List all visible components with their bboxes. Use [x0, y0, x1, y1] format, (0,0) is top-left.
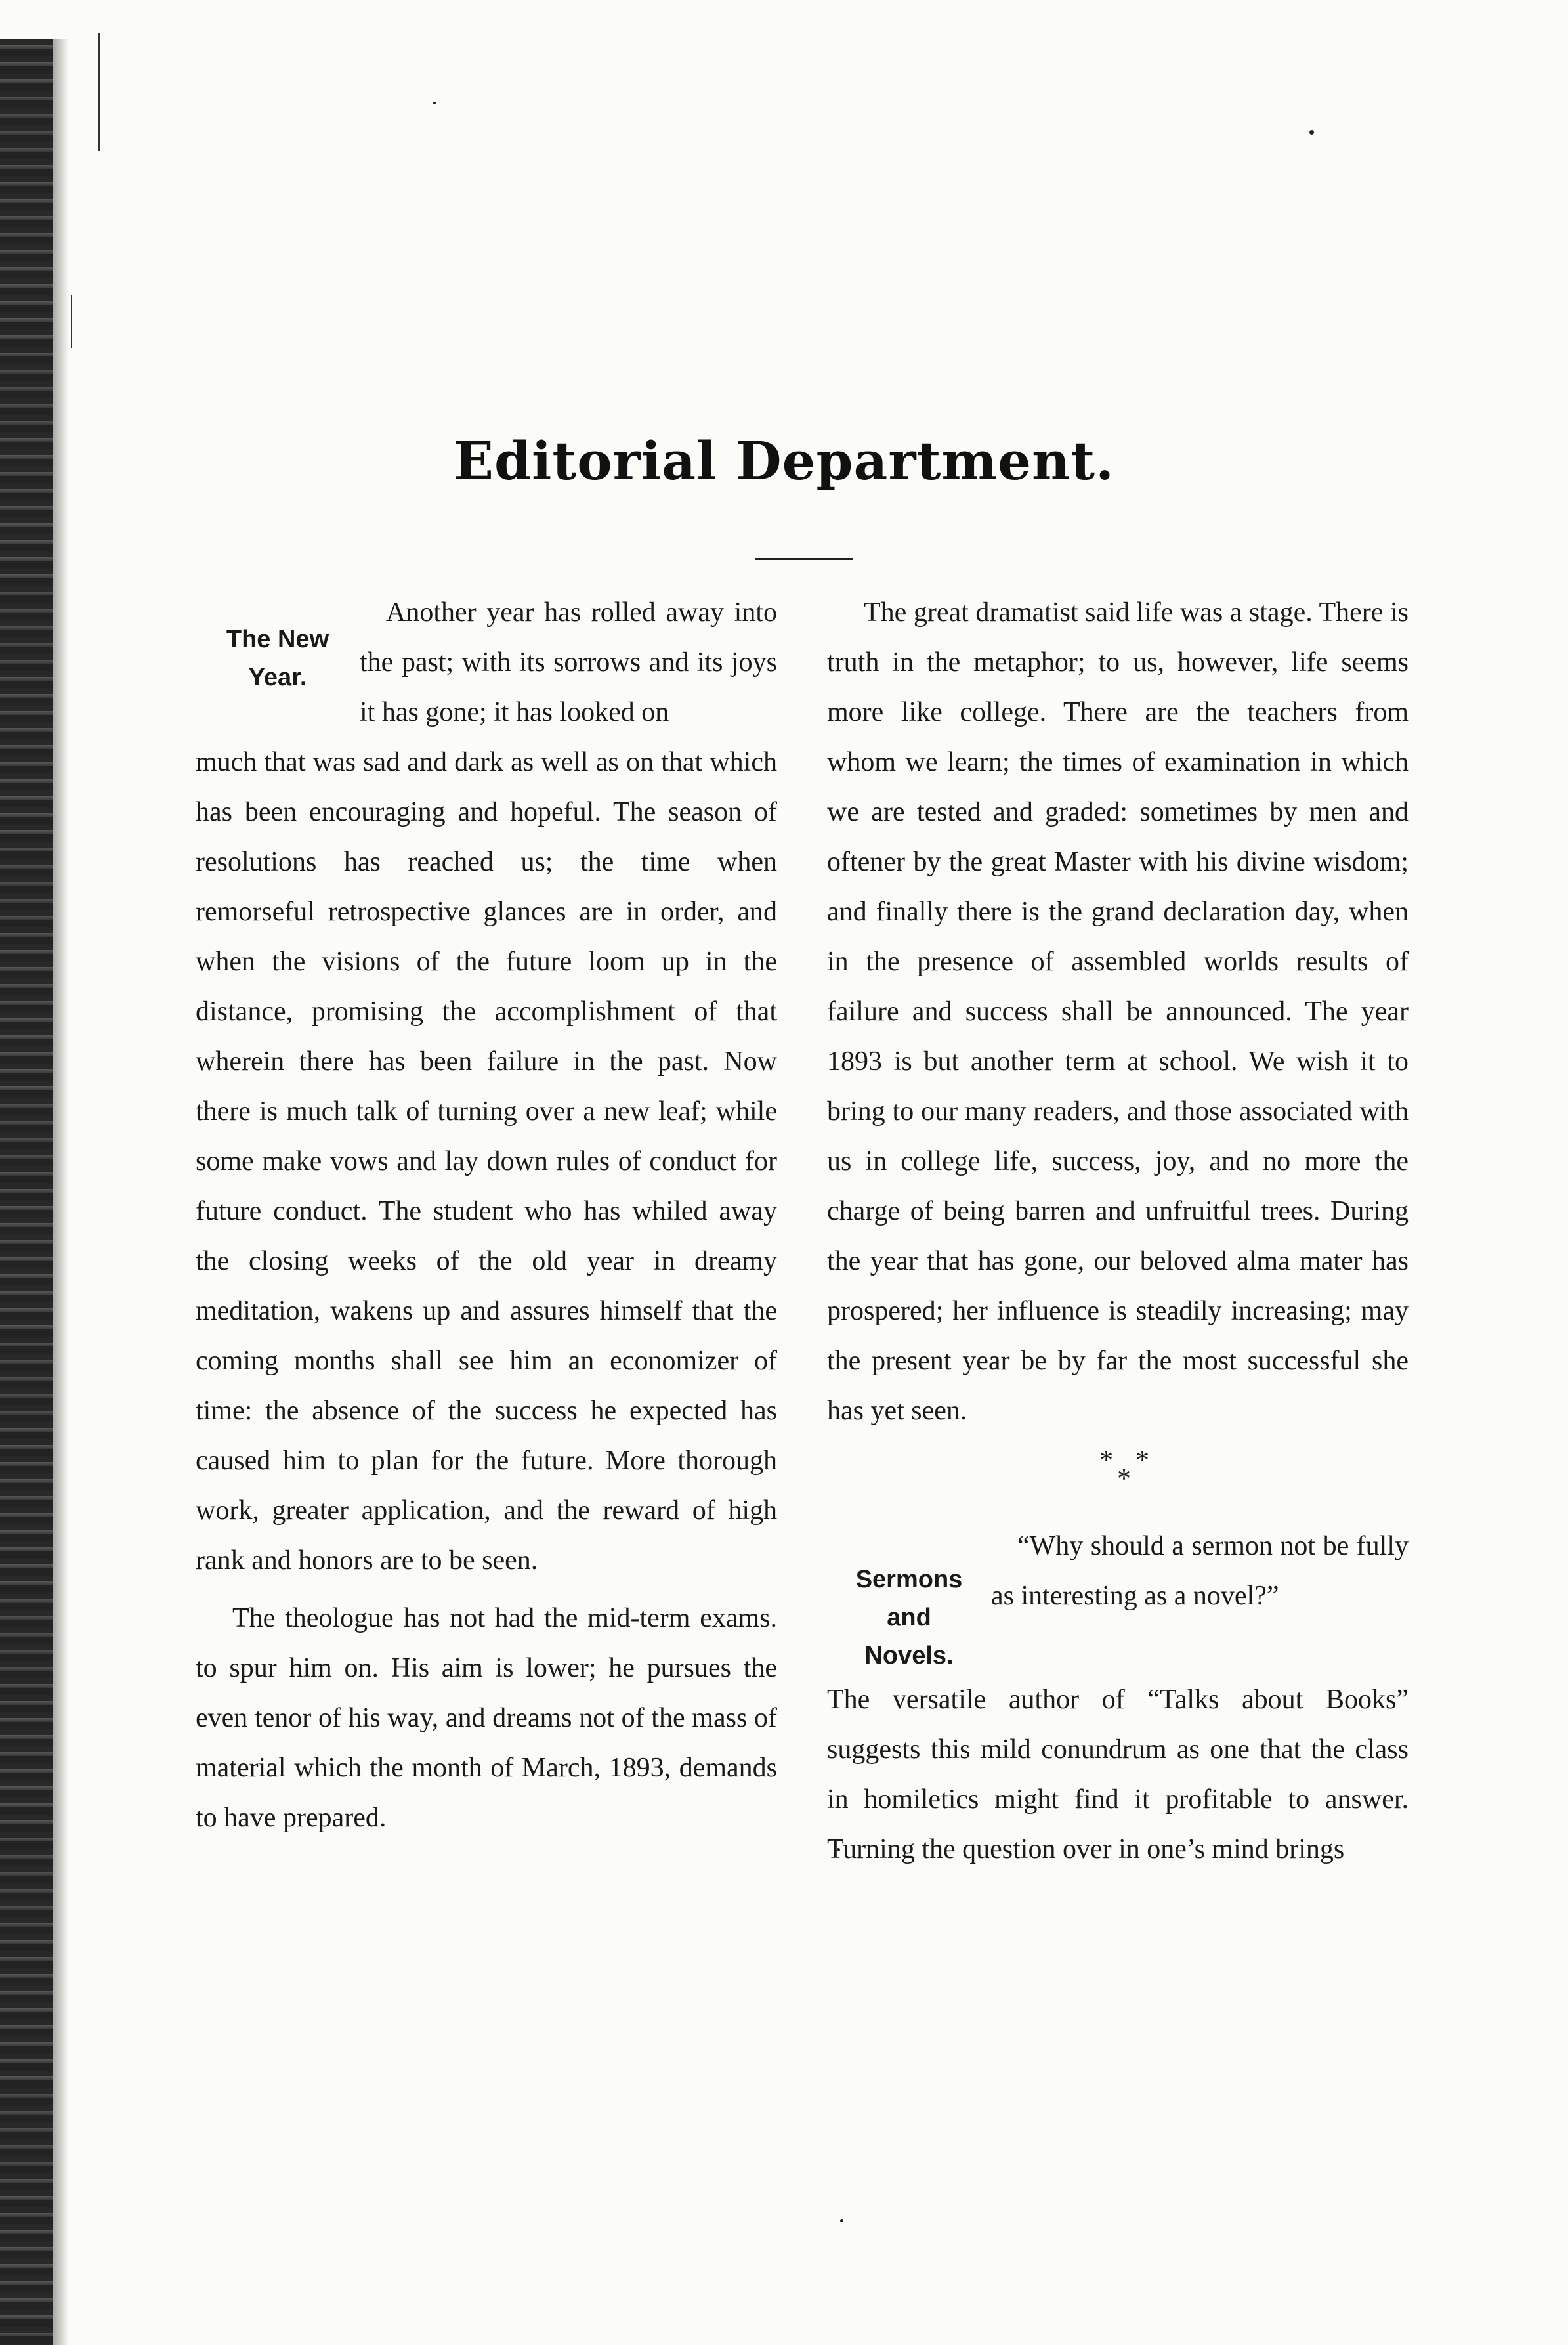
- scan-speck: [1309, 130, 1314, 135]
- section-heading-the-new-year: [196, 588, 360, 697]
- section-heading-line: Year.: [248, 664, 307, 691]
- paragraph-new-year-intro: Another year has rolled away into the past; with its sorrows and its joys it has gone; it has looked on: [360, 597, 777, 727]
- scan-mark: [98, 33, 100, 151]
- asterism-divider: [827, 1436, 1409, 1521]
- right-column: [827, 588, 1409, 1874]
- section-heading-line: Sermons: [855, 1566, 963, 1593]
- paragraph-theologue: The theologue has not had the mid-term exams. to spur him on. His aim is lower; he pursues the even tenor of his way, and dreams not of the mass of material which the month of March, 1893, demands to have prepared.: [196, 1603, 777, 1833]
- section-heading-line: and: [887, 1604, 931, 1631]
- title-rule: [755, 558, 853, 560]
- binding-shadow: [53, 39, 69, 2345]
- page-binding-edge: [0, 39, 53, 2345]
- section-heading-sermons-and-novels: [827, 1521, 991, 1675]
- left-column: [196, 588, 777, 1843]
- section-heading-line: The New: [226, 626, 329, 653]
- the-new-year-section: [196, 588, 777, 737]
- section-heading-line: Novels.: [864, 1642, 954, 1669]
- asterisk: *: [1099, 1446, 1113, 1476]
- scan-speck: [840, 2219, 843, 2222]
- scan-speck: [433, 102, 436, 104]
- quote-sermon-question: “Why should a sermon not be fully as interesting as a novel?”: [991, 1531, 1409, 1611]
- paragraph-new-year-continued: much that was sad and dark as well as on that which has been encouraging and hopeful. The season of resolutions has reached us; the time when remorseful retrospective glances are in order, and when the visions of the future loom up in the distance, promising the accomplishment of that wherein there has been failure in the past. Now there is much talk of turning over a new leaf; while some make vows and lay down rules of conduct for future conduct. The student who has whiled away the closing weeks of the old year in dreamy meditation, wakens up and assures himself that the coming months shall see him an economizer of time: the absence of the success he expected has caused him to plan for the future. More thorough work, greater application, and the reward of high rank and honors are to be seen.: [196, 747, 777, 1576]
- sermons-and-novels-section: [827, 1521, 1409, 1675]
- page-title: Editorial Department.: [454, 430, 1114, 492]
- asterisk: *: [1117, 1464, 1131, 1494]
- paragraph-talks-about-books: The versatile author of “Talks about Books” suggests this mild conundrum as one that the class in homiletics might find it profitable to answer. Turning the question over in one’s mind brings: [827, 1685, 1409, 1864]
- paragraph-great-dramatist: The great dramatist said life was a stage. There is truth in the metaphor; to us, however, life seems more like college. There are the teachers from whom we learn; the times of examination in which we are tested and graded: sometimes by men and oftener by the great Master with his divine wisdom; and finally there is the grand declaration day, when in the presence of assembled worlds results of failure and success shall be announced. The year 1893 is but another term at school. We wish it to bring to our many readers, and those associated with us in college life, success, joy, and no more the charge of being barren and unfruitful trees. During the year that has gone, our beloved alma mater has prospered; her influence is steadily increasing; may the present year be by far the most successful she has yet seen.: [827, 597, 1409, 1426]
- scan-mark: [71, 295, 72, 348]
- asterisk: *: [1135, 1446, 1149, 1476]
